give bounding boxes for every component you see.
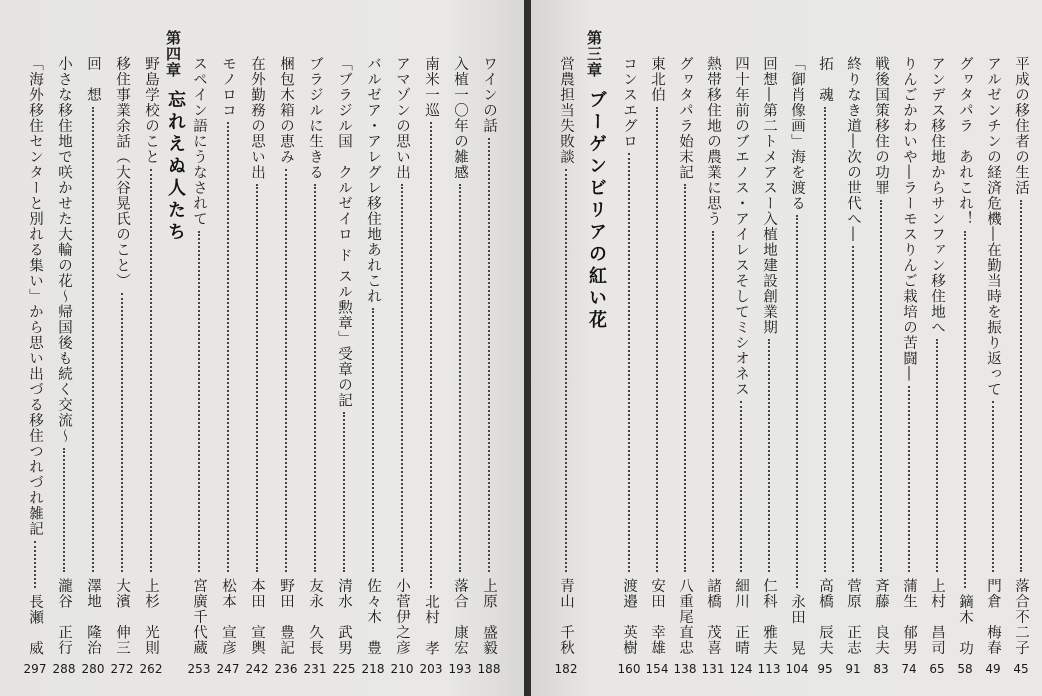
right-chapter-theme: ブーゲンビリアの紅い花 xyxy=(586,90,607,332)
toc-leader-dots xyxy=(488,138,490,572)
toc-entry-title: バルゼア・アレグレ移住地あれこれ xyxy=(365,56,381,304)
toc-entry-page-number: 49 xyxy=(985,662,1001,676)
toc-leader-dots xyxy=(372,308,374,572)
toc-entry[interactable] xyxy=(618,56,640,676)
toc-entry-page-number: 225 xyxy=(332,662,356,676)
toc-entry[interactable] xyxy=(24,56,46,676)
toc-entry-title: 梱包木箱の恵み xyxy=(278,56,294,165)
toc-entry-title: 移住事業余話（大谷晃氏のこと） xyxy=(114,56,130,289)
toc-entry-title: 小さな移住地で咲かせた大輪の花～帰国後も続く交流～ xyxy=(56,56,72,444)
toc-entry-page-number: 231 xyxy=(303,662,327,676)
toc-entry[interactable] xyxy=(140,56,162,676)
toc-leader-dots xyxy=(430,122,432,588)
left-chapter-heading: 第四章 xyxy=(164,30,182,78)
toc-entry[interactable] xyxy=(814,56,836,676)
toc-leader-dots xyxy=(256,184,258,572)
toc-entry-author: 細川 正晴 xyxy=(733,578,749,656)
toc-entry[interactable] xyxy=(478,56,500,676)
toc-leader-dots xyxy=(198,231,200,572)
toc-entry-title: コンスエグロ xyxy=(621,56,637,149)
toc-entry-author: 北村 孝 xyxy=(423,594,439,656)
toc-entry[interactable] xyxy=(304,56,326,676)
toc-leader-dots xyxy=(656,107,658,572)
toc-entry-author: 澤地 隆治 xyxy=(85,578,101,656)
toc-leader-dots xyxy=(1020,200,1022,572)
toc-entry-author: 門倉 梅春 xyxy=(985,578,1001,656)
toc-entry-page-number: 297 xyxy=(23,662,47,676)
toc-entry[interactable] xyxy=(870,56,892,676)
toc-entry[interactable] xyxy=(188,56,210,676)
toc-entry[interactable] xyxy=(786,56,808,676)
toc-entry-title: 入植一〇年の雑感 xyxy=(452,56,468,180)
toc-entry[interactable] xyxy=(362,56,384,676)
toc-entry[interactable] xyxy=(82,56,104,676)
toc-entry-page-number: 124 xyxy=(729,662,753,676)
toc-leader-dots xyxy=(314,184,316,572)
toc-entry-author: 佐々木 豊 xyxy=(365,578,381,656)
toc-entry-title: 回 想 xyxy=(85,56,101,103)
toc-entry-title: りんごかわいや―ラーモスりんご栽培の苦闘― xyxy=(901,56,917,382)
toc-entry-title: 四十年前のブエノス・アイレスそしてミシオネス xyxy=(733,56,749,397)
toc-entry-author: 安田 幸雄 xyxy=(649,578,665,656)
toc-entry-title: 営農担当失敗談 xyxy=(558,56,574,165)
toc-entry[interactable] xyxy=(1010,56,1032,676)
toc-entry-title: ブラジルに生きる xyxy=(307,56,323,180)
toc-entry-page-number: 272 xyxy=(110,662,134,676)
toc-entry[interactable] xyxy=(758,56,780,676)
toc-entry-page-number: 45 xyxy=(1013,662,1029,676)
toc-entry[interactable] xyxy=(702,56,724,676)
toc-entry-page-number: 131 xyxy=(701,662,725,676)
toc-entry-title: グヮタパラ あれこれ！ xyxy=(957,56,973,227)
toc-entry-title: 南米一巡 xyxy=(423,56,439,118)
toc-entry-title: アルゼンチンの経済危機―在勤当時を振り返って xyxy=(985,56,1001,397)
toc-entry-page-number: 210 xyxy=(390,662,414,676)
toc-entry-author: 上杉 光則 xyxy=(143,578,159,656)
toc-entry-author: 蒲生 郁男 xyxy=(901,578,917,656)
toc-entry[interactable] xyxy=(53,56,75,676)
toc-entry-title: 「ブラジル国 クルゼイロ ド スル勲章」受章の記 xyxy=(336,56,352,409)
toc-entry[interactable] xyxy=(674,56,696,676)
toc-entry-author: 野田 豊記 xyxy=(278,578,294,656)
toc-entry[interactable] xyxy=(391,56,413,676)
toc-entry-author: 本田 宣輿 xyxy=(249,578,265,656)
toc-entry[interactable] xyxy=(246,56,268,676)
toc-entry-title: 終りなき道―次の世代へ― xyxy=(845,56,861,242)
toc-entry[interactable] xyxy=(982,56,1004,676)
toc-entry-author: 八重尾直忠 xyxy=(677,578,693,656)
toc-entry-page-number: 154 xyxy=(645,662,669,676)
toc-entry-author: 上村 昌司 xyxy=(929,578,945,656)
toc-leader-dots xyxy=(34,541,36,588)
toc-entry-author: 青山 千秋 xyxy=(558,578,574,656)
toc-entry-title: 平成の移住者の生活 xyxy=(1013,56,1029,196)
toc-entry-page-number: 58 xyxy=(957,662,973,676)
toc-entry-title: モノロコ xyxy=(220,56,236,118)
toc-entry[interactable] xyxy=(333,56,355,676)
toc-entry-author: 小菅伊之彦 xyxy=(394,578,410,656)
toc-entry[interactable] xyxy=(646,56,668,676)
toc-entry-author: 菅原 正志 xyxy=(845,578,861,656)
toc-entry-title: 「御肖像画」海を渡る xyxy=(789,56,805,211)
toc-leader-dots xyxy=(565,169,567,572)
toc-entry-page-number: 242 xyxy=(245,662,269,676)
toc-entry-author: 瀧谷 正行 xyxy=(56,578,72,656)
toc-entry[interactable] xyxy=(275,56,297,676)
toc-entry-page-number: 236 xyxy=(274,662,298,676)
toc-entry[interactable] xyxy=(217,56,239,676)
toc-entry-page-number: 113 xyxy=(757,662,781,676)
toc-entry-author: 鏑木 功 xyxy=(957,594,973,656)
toc-leader-dots xyxy=(908,386,910,572)
book-gutter xyxy=(524,0,531,696)
toc-leader-dots xyxy=(796,215,798,588)
toc-entry-author: 友永 久長 xyxy=(307,578,323,656)
toc-entry-page-number: 160 xyxy=(617,662,641,676)
toc-entry[interactable] xyxy=(420,56,442,676)
toc-entry-author: 宮廣千代蔵 xyxy=(191,578,207,656)
toc-entry-page-number: 83 xyxy=(873,662,889,676)
toc-entry[interactable] xyxy=(111,56,133,676)
toc-entry-title: 熱帯移住地の農業に思う xyxy=(705,56,721,227)
toc-leader-dots xyxy=(121,293,123,572)
left-chapter-theme: 忘れえぬ人たち xyxy=(165,90,186,244)
right-chapter-heading: 第三章 xyxy=(585,30,603,78)
toc-entry-title: 戦後国策移住の功罪 xyxy=(873,56,889,196)
toc-leader-dots xyxy=(852,246,854,572)
toc-leader-dots xyxy=(459,184,461,572)
toc-leader-dots xyxy=(768,339,770,572)
toc-entry-author: 上原 盛毅 xyxy=(481,578,497,656)
toc-entry[interactable] xyxy=(842,56,864,676)
toc-entry[interactable] xyxy=(926,56,948,676)
toc-entry-title: 野島学校のこと xyxy=(143,56,159,165)
toc-entry-title: 「海外移住センターと別れる集い」から思い出づる移住つれづれ雑記 xyxy=(27,56,43,537)
toc-entry-title: アンデス移住地からサンファン移住地へ xyxy=(929,56,945,335)
toc-leader-dots xyxy=(964,231,966,588)
toc-entry-author: 永田 晃 xyxy=(789,594,805,656)
toc-entry[interactable] xyxy=(555,56,577,676)
toc-entry-author: 松本 宣彦 xyxy=(220,578,236,656)
toc-entry-page-number: 288 xyxy=(52,662,76,676)
toc-entry[interactable] xyxy=(449,56,471,676)
toc-entry-page-number: 203 xyxy=(419,662,443,676)
toc-leader-dots xyxy=(401,184,403,572)
toc-leader-dots xyxy=(63,448,65,572)
toc-entry-author: 大濱 伸三 xyxy=(114,578,130,656)
toc-leader-dots xyxy=(628,153,630,572)
toc-entry-page-number: 74 xyxy=(901,662,917,676)
toc-entry-page-number: 138 xyxy=(673,662,697,676)
toc-entry-title: アマゾンの思い出 xyxy=(394,56,410,180)
toc-entry-author: 高橋 辰夫 xyxy=(817,578,833,656)
toc-entry-author: 長瀬 威 xyxy=(27,594,43,656)
toc-entry-page-number: 193 xyxy=(448,662,472,676)
toc-leader-dots xyxy=(150,169,152,572)
toc-entry-title: ワインの話 xyxy=(481,56,497,134)
toc-entry[interactable] xyxy=(730,56,752,676)
toc-entry-author: 諸橋 茂喜 xyxy=(705,578,721,656)
toc-entry-page-number: 95 xyxy=(817,662,833,676)
toc-entry[interactable] xyxy=(898,56,920,676)
toc-leader-dots xyxy=(992,401,994,572)
toc-entry-page-number: 247 xyxy=(216,662,240,676)
toc-entry-title: グヮタパラ始末記 xyxy=(677,56,693,180)
toc-entry-page-number: 253 xyxy=(187,662,211,676)
toc-leader-dots xyxy=(92,107,94,572)
toc-entry-title: 拓 魂 xyxy=(817,56,833,103)
toc-leader-dots xyxy=(824,107,826,572)
toc-leader-dots xyxy=(227,122,229,572)
toc-entry-author: 落合不二子 xyxy=(1013,578,1029,656)
toc-entry-title: 回想―第二トメアスー入植地建設創業期 xyxy=(761,56,777,335)
toc-entry-title: 東北伯 xyxy=(649,56,665,103)
toc-entry-author: 渡邉 英樹 xyxy=(621,578,637,656)
toc-leader-dots xyxy=(712,231,714,572)
toc-entry-page-number: 91 xyxy=(845,662,861,676)
toc-leader-dots xyxy=(740,401,742,572)
toc-entry[interactable] xyxy=(954,56,976,676)
toc-leader-dots xyxy=(285,169,287,572)
toc-entry-page-number: 182 xyxy=(554,662,578,676)
toc-entry-title: スペイン語にうなされて xyxy=(191,56,207,227)
toc-entry-title: 在外勤務の思い出 xyxy=(249,56,265,180)
toc-leader-dots xyxy=(880,200,882,572)
toc-leader-dots xyxy=(684,184,686,572)
toc-entry-page-number: 218 xyxy=(361,662,385,676)
toc-entry-page-number: 104 xyxy=(785,662,809,676)
toc-entry-page-number: 188 xyxy=(477,662,501,676)
toc-leader-dots xyxy=(343,412,345,572)
toc-entry-page-number: 280 xyxy=(81,662,105,676)
toc-entry-author: 仁科 雅夫 xyxy=(761,578,777,656)
toc-entry-page-number: 262 xyxy=(139,662,163,676)
toc-entry-author: 清水 武男 xyxy=(336,578,352,656)
toc-leader-dots xyxy=(936,339,938,572)
toc-entry-page-number: 65 xyxy=(929,662,945,676)
toc-entry-author: 斉藤 良夫 xyxy=(873,578,889,656)
toc-entry-author: 落合 康宏 xyxy=(452,578,468,656)
